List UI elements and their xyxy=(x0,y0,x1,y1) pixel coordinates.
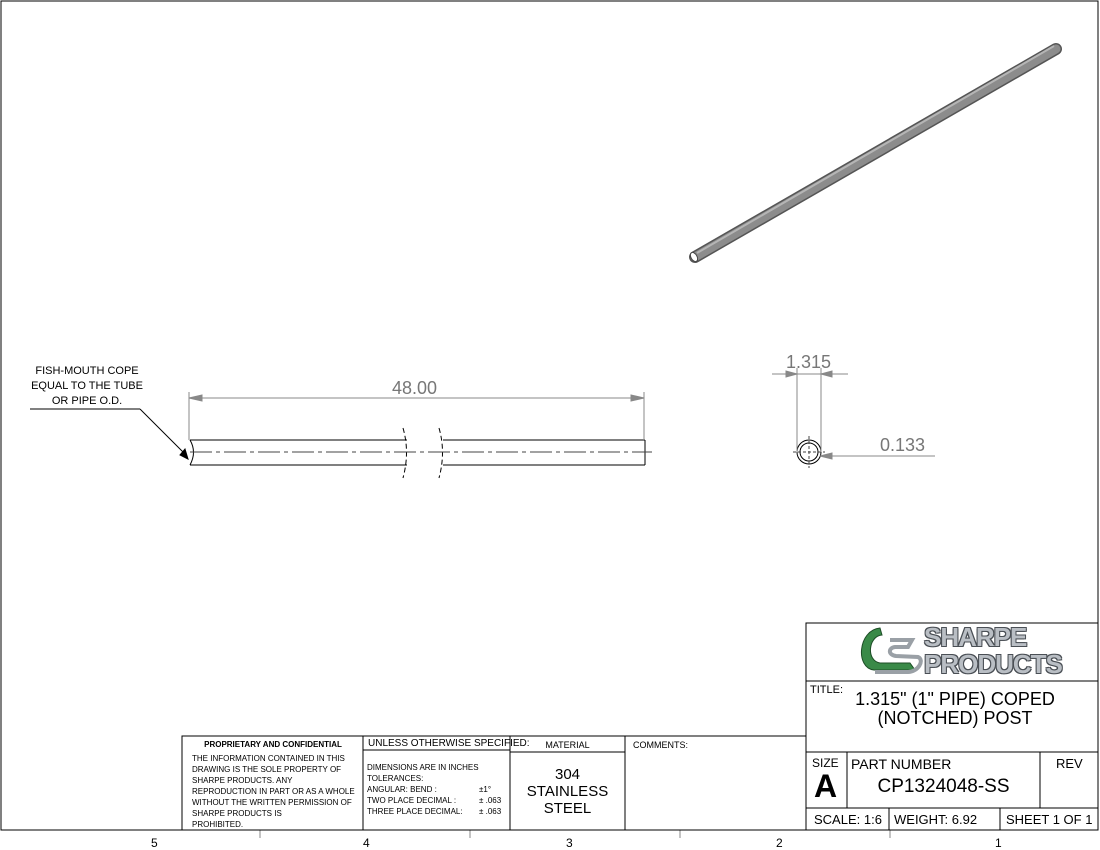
dimension-od-value: 1.315 xyxy=(786,352,832,372)
od-dimension xyxy=(772,368,848,452)
tolerance-label: THREE PLACE DECIMAL: xyxy=(367,807,463,816)
zone-label: 3 xyxy=(566,836,573,850)
cope-note-line: OR PIPE O.D. xyxy=(51,395,123,407)
cope-note-line: EQUAL TO THE TUBE xyxy=(31,380,143,392)
proprietary-line: REPRODUCTION IN PART OR AS A WHOLE xyxy=(192,787,355,796)
proprietary-line: SHARPE PRODUCTS IS xyxy=(192,809,282,818)
tolerance-value: ±1° xyxy=(479,785,492,794)
rev-label: REV xyxy=(1056,756,1083,771)
proprietary-line: PROHIBITED. xyxy=(192,820,244,829)
logo-line: PRODUCTS xyxy=(924,649,1062,679)
tolerance-row xyxy=(367,784,509,795)
cope-note xyxy=(22,364,152,409)
unless-line: TOLERANCES: xyxy=(367,774,424,783)
proprietary-block xyxy=(184,740,362,830)
title-line: 1.315" (1" PIPE) COPED xyxy=(855,689,1055,709)
tolerance-label: ANGULAR: BEND : xyxy=(367,785,437,794)
tolerance-row xyxy=(367,795,509,806)
tolerance-label: TWO PLACE DECIMAL : xyxy=(367,796,457,805)
size-value: A xyxy=(814,768,838,804)
size-label: SIZE xyxy=(812,756,839,770)
dimension-length-value: 48.00 xyxy=(392,378,438,398)
zone-ticks xyxy=(260,830,890,838)
comments-heading: COMMENTS: xyxy=(633,740,688,750)
company-logo-mark xyxy=(861,628,920,672)
proprietary-line: WITHOUT THE WRITTEN PERMISSION OF xyxy=(192,798,352,807)
unless-block xyxy=(367,762,509,817)
sheet-value: SHEET 1 OF 1 xyxy=(1006,812,1093,827)
material-line: STEEL xyxy=(543,800,592,817)
side-view-tube xyxy=(190,428,652,478)
title-line: (NOTCHED) POST xyxy=(877,708,1033,728)
tolerance-value: ± .063 xyxy=(479,807,502,816)
proprietary-line: DRAWING IS THE SOLE PROPERTY OF xyxy=(192,765,342,774)
zone-label: 4 xyxy=(363,836,370,850)
cope-note-line: FISH-MOUTH COPE xyxy=(35,365,139,377)
dimension-wall-value: 0.133 xyxy=(880,435,926,455)
proprietary-line: SHARPE PRODUCTS. ANY xyxy=(192,776,293,785)
tolerance-value: ± .063 xyxy=(479,796,502,805)
zone-label: 2 xyxy=(776,836,783,850)
drawing-title xyxy=(830,690,1080,728)
length-dimension xyxy=(189,392,644,440)
material-line: 304 xyxy=(554,766,581,783)
part-number-label: PART NUMBER xyxy=(851,756,952,772)
tolerance-row xyxy=(367,806,509,817)
end-view-tube xyxy=(793,436,825,468)
weight-value: WEIGHT: 6.92 xyxy=(894,812,978,827)
proprietary-text xyxy=(184,753,362,830)
isometric-tube-view xyxy=(689,46,1056,263)
title-label: TITLE: xyxy=(810,684,844,696)
unless-heading: UNLESS OTHERWISE SPECIFIED: xyxy=(368,738,530,749)
unless-line: DIMENSIONS ARE IN INCHES xyxy=(367,763,479,772)
proprietary-heading: PROPRIETARY AND CONFIDENTIAL xyxy=(204,740,342,749)
company-logo-text xyxy=(924,624,1062,678)
material-heading: MATERIAL xyxy=(545,740,590,750)
proprietary-line: THE INFORMATION CONTAINED IN THIS xyxy=(192,754,345,763)
material-value xyxy=(510,766,625,817)
zone-label: 1 xyxy=(995,836,1002,850)
cope-note-leader xyxy=(30,409,188,459)
scale-value: SCALE: 1:6 xyxy=(814,812,882,827)
material-line: STAINLESS xyxy=(526,783,609,800)
logo-line: SHARPE xyxy=(924,622,1027,652)
zone-label: 5 xyxy=(151,836,158,850)
part-number-value: CP1324048-SS xyxy=(877,776,1010,797)
